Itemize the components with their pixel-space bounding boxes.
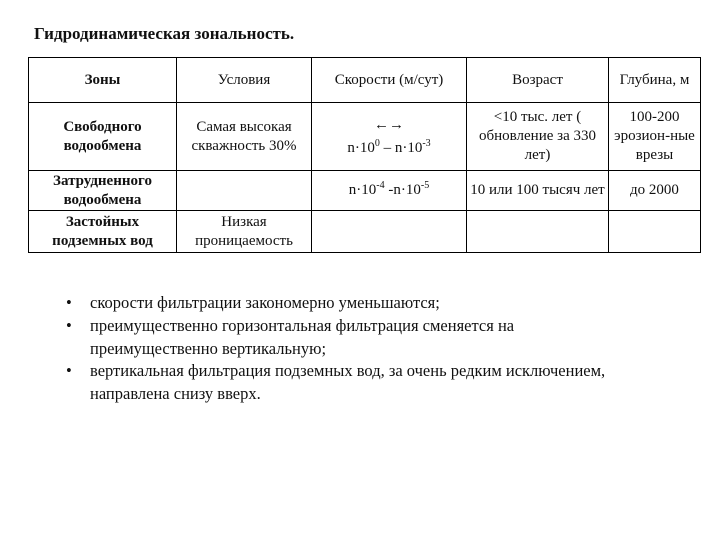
depth-hindered: до 2000 — [609, 171, 701, 211]
page-title: Гидродинамическая зональность. — [34, 24, 295, 43]
notes-list — [62, 292, 622, 406]
header-depth: Глубина, м — [609, 58, 701, 103]
depth-free: 100-200 эрозион-ные врезы — [609, 103, 701, 171]
bullet-icon: • — [66, 293, 72, 312]
left-right-arrows-icon: ←→ — [374, 116, 404, 133]
zone-hindered-exchange: Затрудненного водообмена — [29, 171, 177, 211]
age-free: <10 тыс. лет ( обновление за 330 лет) — [467, 103, 609, 171]
zone-stagnant: Застойных подземных вод — [29, 211, 177, 253]
table-row — [29, 171, 701, 211]
table-row — [29, 211, 701, 253]
header-speeds: Скорости (м/сут) — [312, 58, 467, 103]
conditions-low-permeability: Низкая проницаемость — [177, 211, 312, 253]
hydro-zones-table — [28, 57, 701, 253]
list-item: • вертикальная фильтрация подземных вод, за очень редким исключением, направлена снизу вверх. — [66, 361, 606, 404]
conditions-high-porosity: Самая высокая скважность 30% — [177, 103, 312, 171]
age-empty — [467, 211, 609, 253]
header-zones: Зоны — [29, 58, 177, 103]
conditions-empty — [177, 171, 312, 211]
header-age: Возраст — [467, 58, 609, 103]
speed-empty — [312, 211, 467, 253]
list-item: • преимущественно горизонтальная фильтрация сменяется на преимущественно вертикальную; — [66, 315, 515, 358]
age-hindered: 10 или 100 тысяч лет — [467, 171, 609, 211]
bullet-icon: • — [66, 361, 72, 381]
zone-free-exchange: Свободного водообмена — [29, 103, 177, 171]
table-header-row — [29, 58, 701, 103]
bullet-icon: • — [66, 315, 72, 335]
header-conditions: Условия — [177, 58, 312, 103]
list-item: • скорости фильтрации закономерно уменьшаются; — [62, 292, 622, 315]
speed-range-hindered: $n\cdot 10^{-4}$ $-n\cdot 10^{-5}$ — [312, 171, 467, 211]
depth-empty — [609, 211, 701, 253]
table-row — [29, 103, 701, 171]
speed-range-free: ←→ $n\cdot 10^0 - n\cdot 10^{-3}$ — [312, 103, 467, 171]
